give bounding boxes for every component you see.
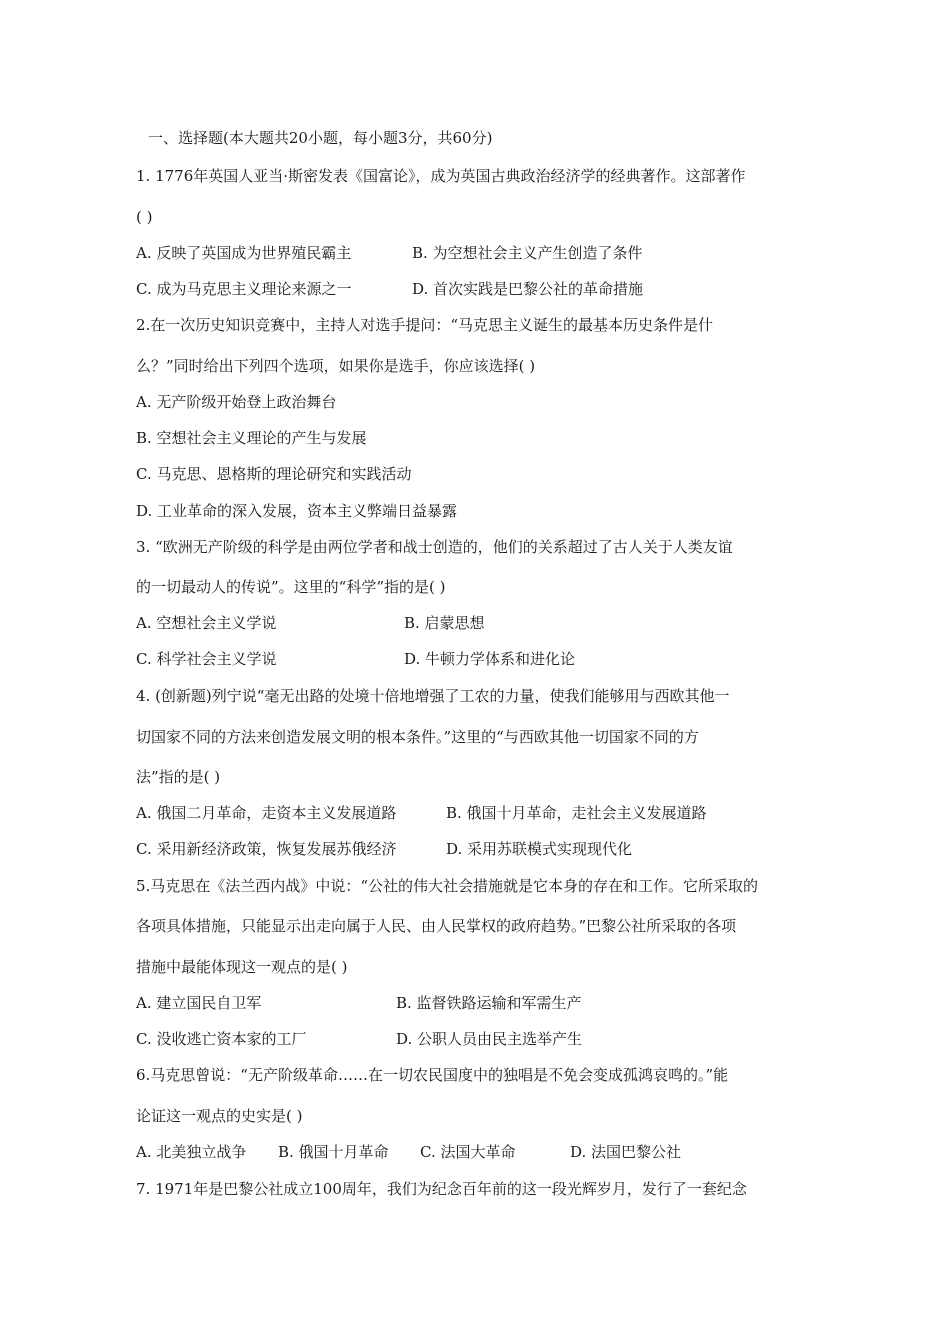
q5-option-a: A. 建立国民自卫军 (136, 994, 262, 1012)
q1-option-c: C. 成为马克思主义理论来源之一 (136, 280, 352, 298)
q1-option-a: A. 反映了英国成为世界殖民霸主 (136, 244, 352, 262)
q4-option-a: A. 俄国二月革命，走资本主义发展道路 (136, 804, 397, 822)
q4-stem-line-2: 切国家不同的方法来创造发展文明的根本条件。”这里的“与西欧其他一切国家不同的方 (136, 728, 699, 746)
q6-stem-line-2: 论证这一观点的史实是( ) (136, 1107, 303, 1125)
q2-stem-line-1: 2.在一次历史知识竞赛中，主持人对选手提问：“马克思主义诞生的最基本历史条件是什 (136, 316, 713, 334)
q6-option-b: B. 俄国十月革命 (278, 1143, 389, 1161)
q7-stem-line-1: 7. 1971年是巴黎公社成立100周年，我们为纪念百年前的这一段光辉岁月，发行了一套纪念 (136, 1180, 747, 1198)
q4-stem-line-3: 法”指的是( ) (136, 768, 221, 786)
q6-option-d: D. 法国巴黎公社 (570, 1143, 682, 1161)
q5-option-b: B. 监督铁路运输和军需生产 (396, 994, 582, 1012)
q1-option-b: B. 为空想社会主义产生创造了条件 (412, 244, 643, 262)
q1-option-d: D. 首次实践是巴黎公社的革命措施 (412, 280, 644, 298)
q6-option-c: C. 法国大革命 (420, 1143, 516, 1161)
q2-option-a: A. 无产阶级开始登上政治舞台 (136, 393, 337, 411)
q3-option-d: D. 牛顿力学体系和进化论 (404, 650, 576, 668)
q1-stem-line-2: ( ) (136, 208, 153, 226)
q4-option-b: B. 俄国十月革命，走社会主义发展道路 (446, 804, 707, 822)
q6-stem-line-1: 6.马克思曾说：“无产阶级革命……在一切农民国度中的独唱是不免会变成孤鸿哀鸣的。”能 (136, 1066, 729, 1084)
q6-option-a: A. 北美独立战争 (136, 1143, 247, 1161)
q3-option-a: A. 空想社会主义学说 (136, 614, 277, 632)
q3-option-c: C. 科学社会主义学说 (136, 650, 277, 668)
q5-stem-line-2: 各项具体措施，只能显示出走向属于人民、由人民掌权的政府趋势。”巴黎公社所采取的各项 (136, 917, 737, 935)
q3-option-b: B. 启蒙思想 (404, 614, 485, 632)
q2-option-b: B. 空想社会主义理论的产生与发展 (136, 429, 367, 447)
q2-option-d: D. 工业革命的深入发展，资本主义弊端日益暴露 (136, 502, 458, 520)
q5-stem-line-3: 措施中最能体现这一观点的是( ) (136, 958, 348, 976)
q4-option-c: C. 采用新经济政策，恢复发展苏俄经济 (136, 840, 397, 858)
q5-option-c: C. 没收逃亡资本家的工厂 (136, 1030, 307, 1048)
q3-stem-line-1: 3. “欧洲无产阶级的科学是由两位学者和战士创造的，他们的关系超过了古人关于人类友谊 (136, 538, 733, 556)
q4-stem-line-1: 4. (创新题)列宁说“毫无出路的处境十倍地增强了工农的力量，使我们能够用与西欧其他一 (136, 687, 730, 705)
q3-stem-line-2: 的一切最动人的传说”。这里的“科学”指的是( ) (136, 578, 446, 596)
q2-option-c: C. 马克思、恩格斯的理论研究和实践活动 (136, 465, 412, 483)
q4-option-d: D. 采用苏联模式实现现代化 (446, 840, 633, 858)
section-title: 一、选择题(本大题共20小题，每小题3分，共60分) (148, 129, 493, 147)
q5-option-d: D. 公职人员由民主选举产生 (396, 1030, 583, 1048)
q5-stem-line-1: 5.马克思在《法兰西内战》中说：“公社的伟大社会措施就是它本身的存在和工作。它所采取的 (136, 877, 758, 895)
q2-stem-line-2: 么？”同时给出下列四个选项，如果你是选手，你应该选择( ) (136, 357, 536, 375)
q1-stem-line-1: 1. 1776年英国人亚当·斯密发表《国富论》，成为英国古典政治经济学的经典著作。这部著作 (136, 167, 746, 185)
